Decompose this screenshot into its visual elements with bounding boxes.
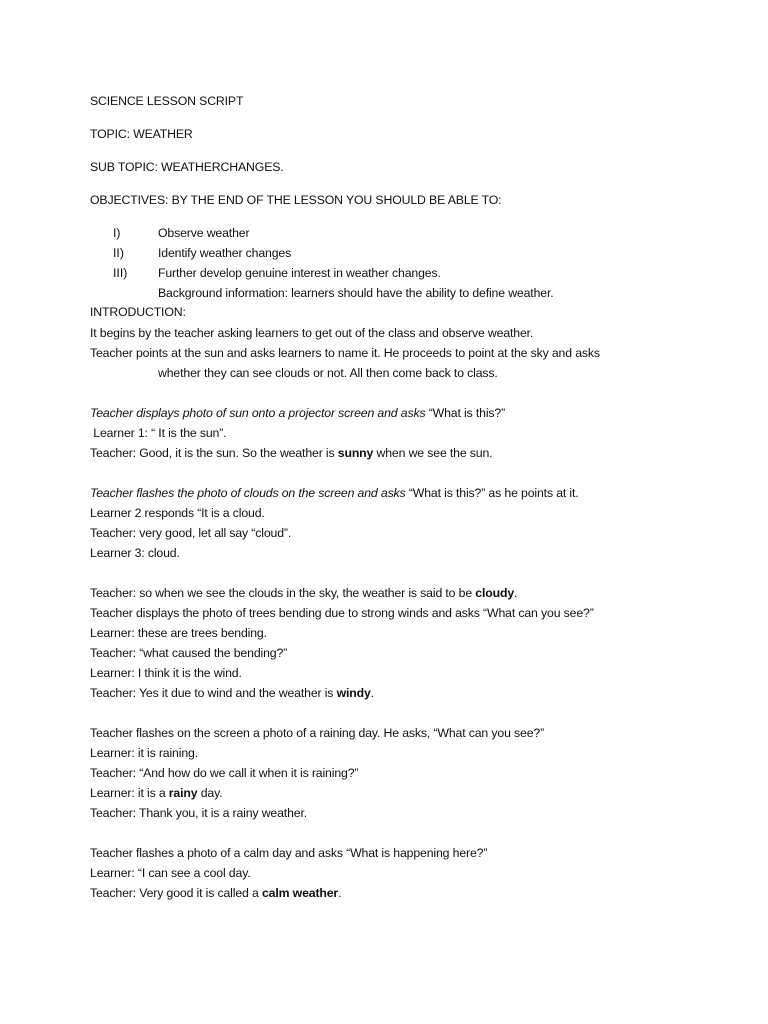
teacher-line: Teacher flashes on the screen a photo of a raining day. He asks, “What can you see?”: [90, 726, 545, 740]
objective-text: Identify weather changes: [158, 246, 292, 260]
bold-term-rainy: rainy: [168, 786, 198, 800]
bold-term-sunny: sunny: [337, 446, 374, 460]
teacher-line: Teacher flashes a photo of a calm day and asks “What is happening here?”: [90, 846, 488, 860]
line-text: day.: [197, 786, 223, 800]
objective-text: Observe weather: [158, 226, 250, 240]
introduction-line: whether they can see clouds or not. All then come back to class.: [158, 366, 498, 380]
objective-text: Further develop genuine interest in weather changes.: [158, 266, 441, 280]
lesson-title: SCIENCE LESSON SCRIPT: [90, 94, 244, 108]
topic-line: TOPIC: WEATHER: [90, 127, 193, 141]
teacher-line: [90, 884, 341, 902]
learner-line: Learner: I think it is the wind.: [90, 666, 242, 680]
background-information: Background information: learners should have the ability to define weather.: [158, 286, 554, 300]
line-text: .: [338, 886, 342, 900]
quote-text: “What is this?”: [425, 406, 506, 420]
introduction-heading: INTRODUCTION:: [90, 305, 186, 319]
learner-line: Learner 3: cloud.: [90, 546, 180, 560]
teacher-line: [90, 684, 374, 702]
learner-line: Learner: “I can see a cool day.: [90, 866, 251, 880]
line-text: when we see the sun.: [373, 446, 493, 460]
line-text: Teacher: so when we see the clouds in the sky, the weather is said to be: [90, 586, 476, 600]
introduction-line: Teacher points at the sun and asks learners to name it. He proceeds to point at the sky and asks: [90, 346, 600, 360]
objective-number: I): [113, 226, 121, 240]
teacher-line: [90, 444, 492, 462]
clouds-stage-direction: [90, 484, 579, 502]
bold-term-cloudy: cloudy: [475, 586, 515, 600]
teacher-line: Teacher: “what caused the bending?”: [90, 646, 288, 660]
subtopic-line: SUB TOPIC: WEATHERCHANGES.: [90, 160, 284, 174]
stage-direction-text: Teacher displays photo of sun onto a projector screen and asks: [90, 406, 426, 420]
introduction-line: It begins by the teacher asking learners to get out of the class and observe weather.: [90, 326, 534, 340]
learner-line: Learner: these are trees bending.: [90, 626, 267, 640]
teacher-line: Teacher: very good, let all say “cloud”.: [90, 526, 292, 540]
teacher-line: Teacher displays the photo of trees bending due to strong winds and asks “What can you see?”: [90, 606, 594, 620]
line-text: Learner: it is a: [90, 786, 169, 800]
teacher-line: Teacher: Thank you, it is a rainy weather.: [90, 806, 307, 820]
line-text: .: [514, 586, 518, 600]
bold-term-calm-weather: calm weather: [261, 886, 339, 900]
learner-line: Learner 1: “ It is the sun”.: [90, 426, 227, 440]
learner-line: [90, 784, 222, 802]
learner-line: Learner 2 responds “It is a cloud.: [90, 506, 265, 520]
line-text: .: [370, 686, 374, 700]
line-text: Teacher: Good, it is the sun. So the weather is: [90, 446, 338, 460]
sun-stage-direction: [90, 404, 505, 422]
line-text: Teacher: Yes it due to wind and the weather is: [90, 686, 337, 700]
stage-direction-text: Teacher flashes the photo of clouds on the screen and asks: [90, 486, 406, 500]
learner-line: Learner: it is raining.: [90, 746, 198, 760]
objective-number: II): [113, 246, 124, 260]
teacher-line: Teacher: “And how do we call it when it is raining?”: [90, 766, 359, 780]
teacher-line: [90, 584, 517, 602]
quote-text: “What is this?” as he points at it.: [405, 486, 579, 500]
bold-term-windy: windy: [336, 686, 371, 700]
objectives-heading: OBJECTIVES: BY THE END OF THE LESSON YOU SHOULD BE ABLE TO:: [90, 193, 502, 207]
line-text: Teacher: Very good it is called a: [90, 886, 262, 900]
objective-number: III): [113, 266, 128, 280]
